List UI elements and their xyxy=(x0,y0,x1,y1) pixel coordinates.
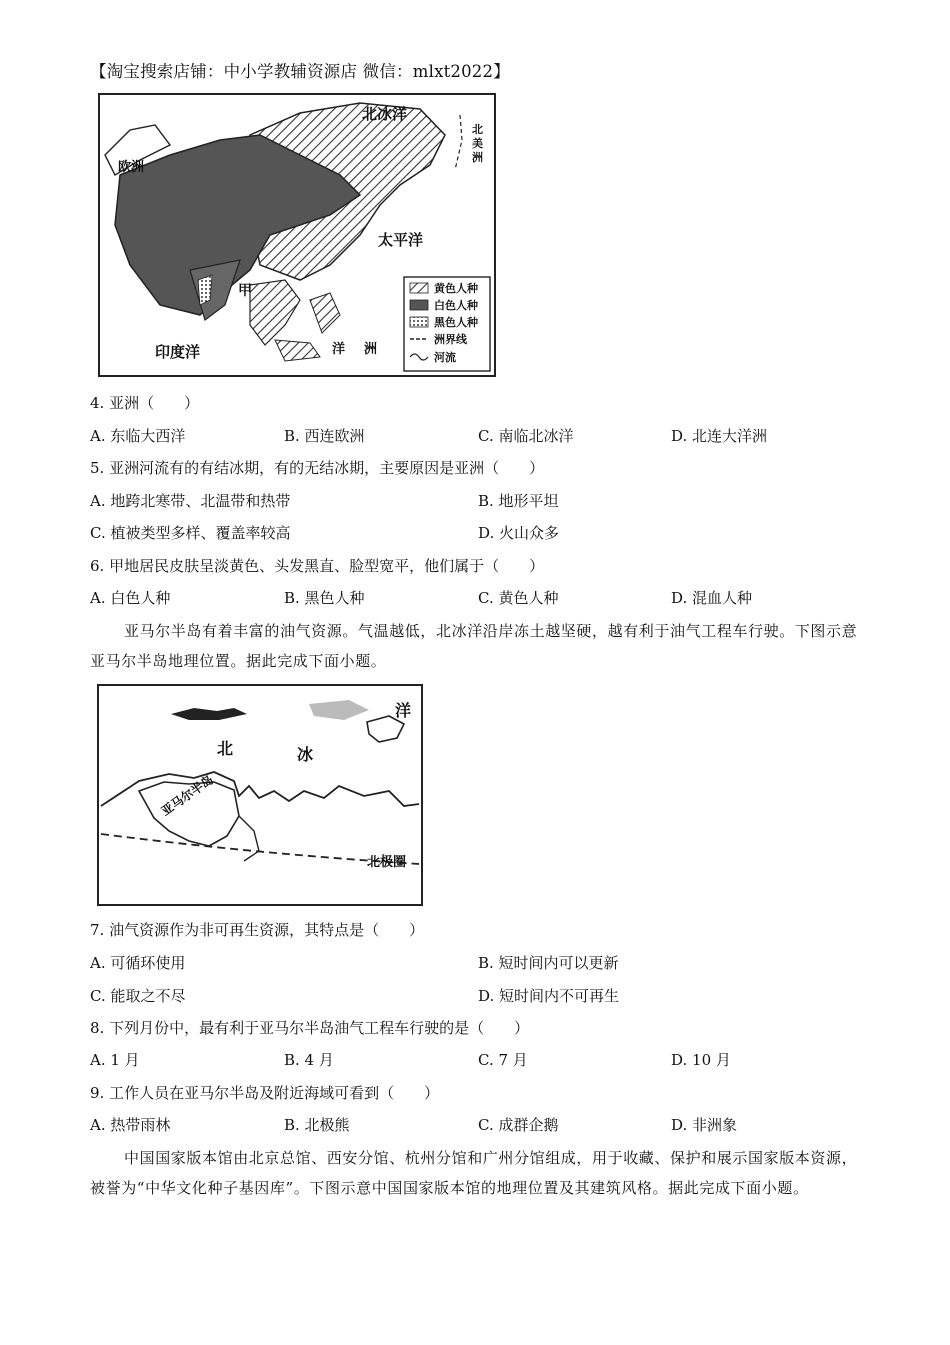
north-america-label-3: 洲 xyxy=(472,151,483,164)
north-america-label-1: 北 xyxy=(472,123,483,136)
q7-option-b[interactable]: B. 短时间内可以更新 xyxy=(478,954,619,972)
yamal-map xyxy=(97,684,423,906)
novaya-zemlya-island xyxy=(171,708,247,720)
yamal-intro-paragraph: 亚马尔半岛有着丰富的油气资源。气温越低，北冰洋沿岸冻土越坚硬，越有利于油气工程车行驶。下图示意亚马尔半岛地理位置。据此完成下面小题。 xyxy=(90,622,858,670)
arctic-label: 北冰洋 xyxy=(362,105,408,123)
q7-option-d[interactable]: D. 短时间内不可再生 xyxy=(478,987,620,1005)
q4-option-c[interactable]: C. 南临北冰洋 xyxy=(478,427,574,445)
library-intro-paragraph: 中国国家版本馆由北京总馆、西安分馆、杭州分馆和广州分馆组成，用于收藏、保护和展示国家版本资源，被誉为“中华文化种子基因库”。下图示意中国国家版本馆的地理位置及其建筑风格。据此完成下面小题。 xyxy=(90,1149,858,1197)
europe-label: 欧洲 xyxy=(118,160,145,175)
legend-label-boundary: 洲界线 xyxy=(434,333,467,346)
q6-option-a[interactable]: A. 白色人种 xyxy=(90,589,171,607)
arctic-circle-label: 北极圈 xyxy=(367,855,407,870)
q4-option-d[interactable]: D. 北连大洋洲 xyxy=(671,427,768,445)
q7-option-c[interactable]: C. 能取之不尽 xyxy=(90,987,186,1005)
map2-char-yang: 洋 xyxy=(395,701,412,720)
q5-option-b[interactable]: B. 地形平坦 xyxy=(478,492,559,510)
q9-option-b[interactable]: B. 北极熊 xyxy=(284,1116,350,1134)
legend-swatch-dark xyxy=(410,300,428,310)
q5-option-d[interactable]: D. 火山众多 xyxy=(478,524,560,542)
q6-option-d[interactable]: D. 混血人种 xyxy=(671,589,753,607)
legend-swatch-dots xyxy=(410,317,428,327)
q9-option-a[interactable]: A. 热带雨林 xyxy=(90,1116,171,1134)
map2-char-bei: 北 xyxy=(217,739,234,758)
jia-label: 甲 xyxy=(238,283,252,299)
legend-label-river: 河流 xyxy=(434,351,456,364)
asia-race-map xyxy=(98,93,496,377)
question-5-stem: 5. 亚洲河流有的有结冰期，有的无结冰期，主要原因是亚洲（ ） xyxy=(90,459,545,477)
question-7-stem: 7. 油气资源作为非可再生资源，其特点是（ ） xyxy=(90,921,425,939)
north-america-label-2: 美 xyxy=(472,137,483,150)
ocean-char-label: 洋 xyxy=(332,342,346,357)
indian-ocean-label: 印度洋 xyxy=(155,343,201,361)
gray-island xyxy=(309,700,369,720)
q6-option-b[interactable]: B. 黑色人种 xyxy=(284,589,365,607)
q8-option-c[interactable]: C. 7 月 xyxy=(478,1051,528,1069)
legend-label-yellow: 黄色人种 xyxy=(434,282,478,295)
q9-option-d[interactable]: D. 非洲象 xyxy=(671,1116,738,1134)
continent-char-label: 洲 xyxy=(364,342,378,357)
page-header: 【淘宝搜索店铺：中小学教辅资源店 微信：mlxt2022】 xyxy=(90,62,510,81)
q9-option-c[interactable]: C. 成群企鹅 xyxy=(478,1116,559,1134)
q4-option-b[interactable]: B. 西连欧洲 xyxy=(284,427,365,445)
question-6-stem: 6. 甲地居民皮肤呈淡黄色、头发黑直、脸型宽平，他们属于（ ） xyxy=(90,557,545,575)
yamal-map-svg xyxy=(99,686,421,904)
q8-option-b[interactable]: B. 4 月 xyxy=(284,1051,334,1069)
question-4-stem: 4. 亚洲（ ） xyxy=(90,394,200,412)
question-9-stem: 9. 工作人员在亚马尔半岛及附近海域可看到（ ） xyxy=(90,1084,440,1102)
q8-option-a[interactable]: A. 1 月 xyxy=(90,1051,140,1069)
q4-option-a[interactable]: A. 东临大西洋 xyxy=(90,427,186,445)
legend-swatch-hatch xyxy=(410,283,428,293)
pacific-label: 太平洋 xyxy=(378,231,424,249)
q5-option-c[interactable]: C. 植被类型多样、覆盖率较高 xyxy=(90,524,291,542)
question-8-stem: 8. 下列月份中，最有利于亚马尔半岛油气工程车行驶的是（ ） xyxy=(90,1019,530,1037)
q7-option-a[interactable]: A. 可循环使用 xyxy=(90,954,186,972)
legend-label-black: 黑色人种 xyxy=(434,316,478,329)
yamal-peninsula-label: 亚马尔半岛 xyxy=(158,772,216,819)
q5-option-a[interactable]: A. 地跨北寒带、北温带和热带 xyxy=(90,492,291,510)
q8-option-d[interactable]: D. 10 月 xyxy=(671,1051,731,1069)
asia-map-svg xyxy=(100,95,494,375)
q6-option-c[interactable]: C. 黄色人种 xyxy=(478,589,559,607)
map2-char-bing: 冰 xyxy=(297,745,314,764)
southeast-asia-region xyxy=(250,280,300,345)
legend-label-white: 白色人种 xyxy=(434,299,478,312)
